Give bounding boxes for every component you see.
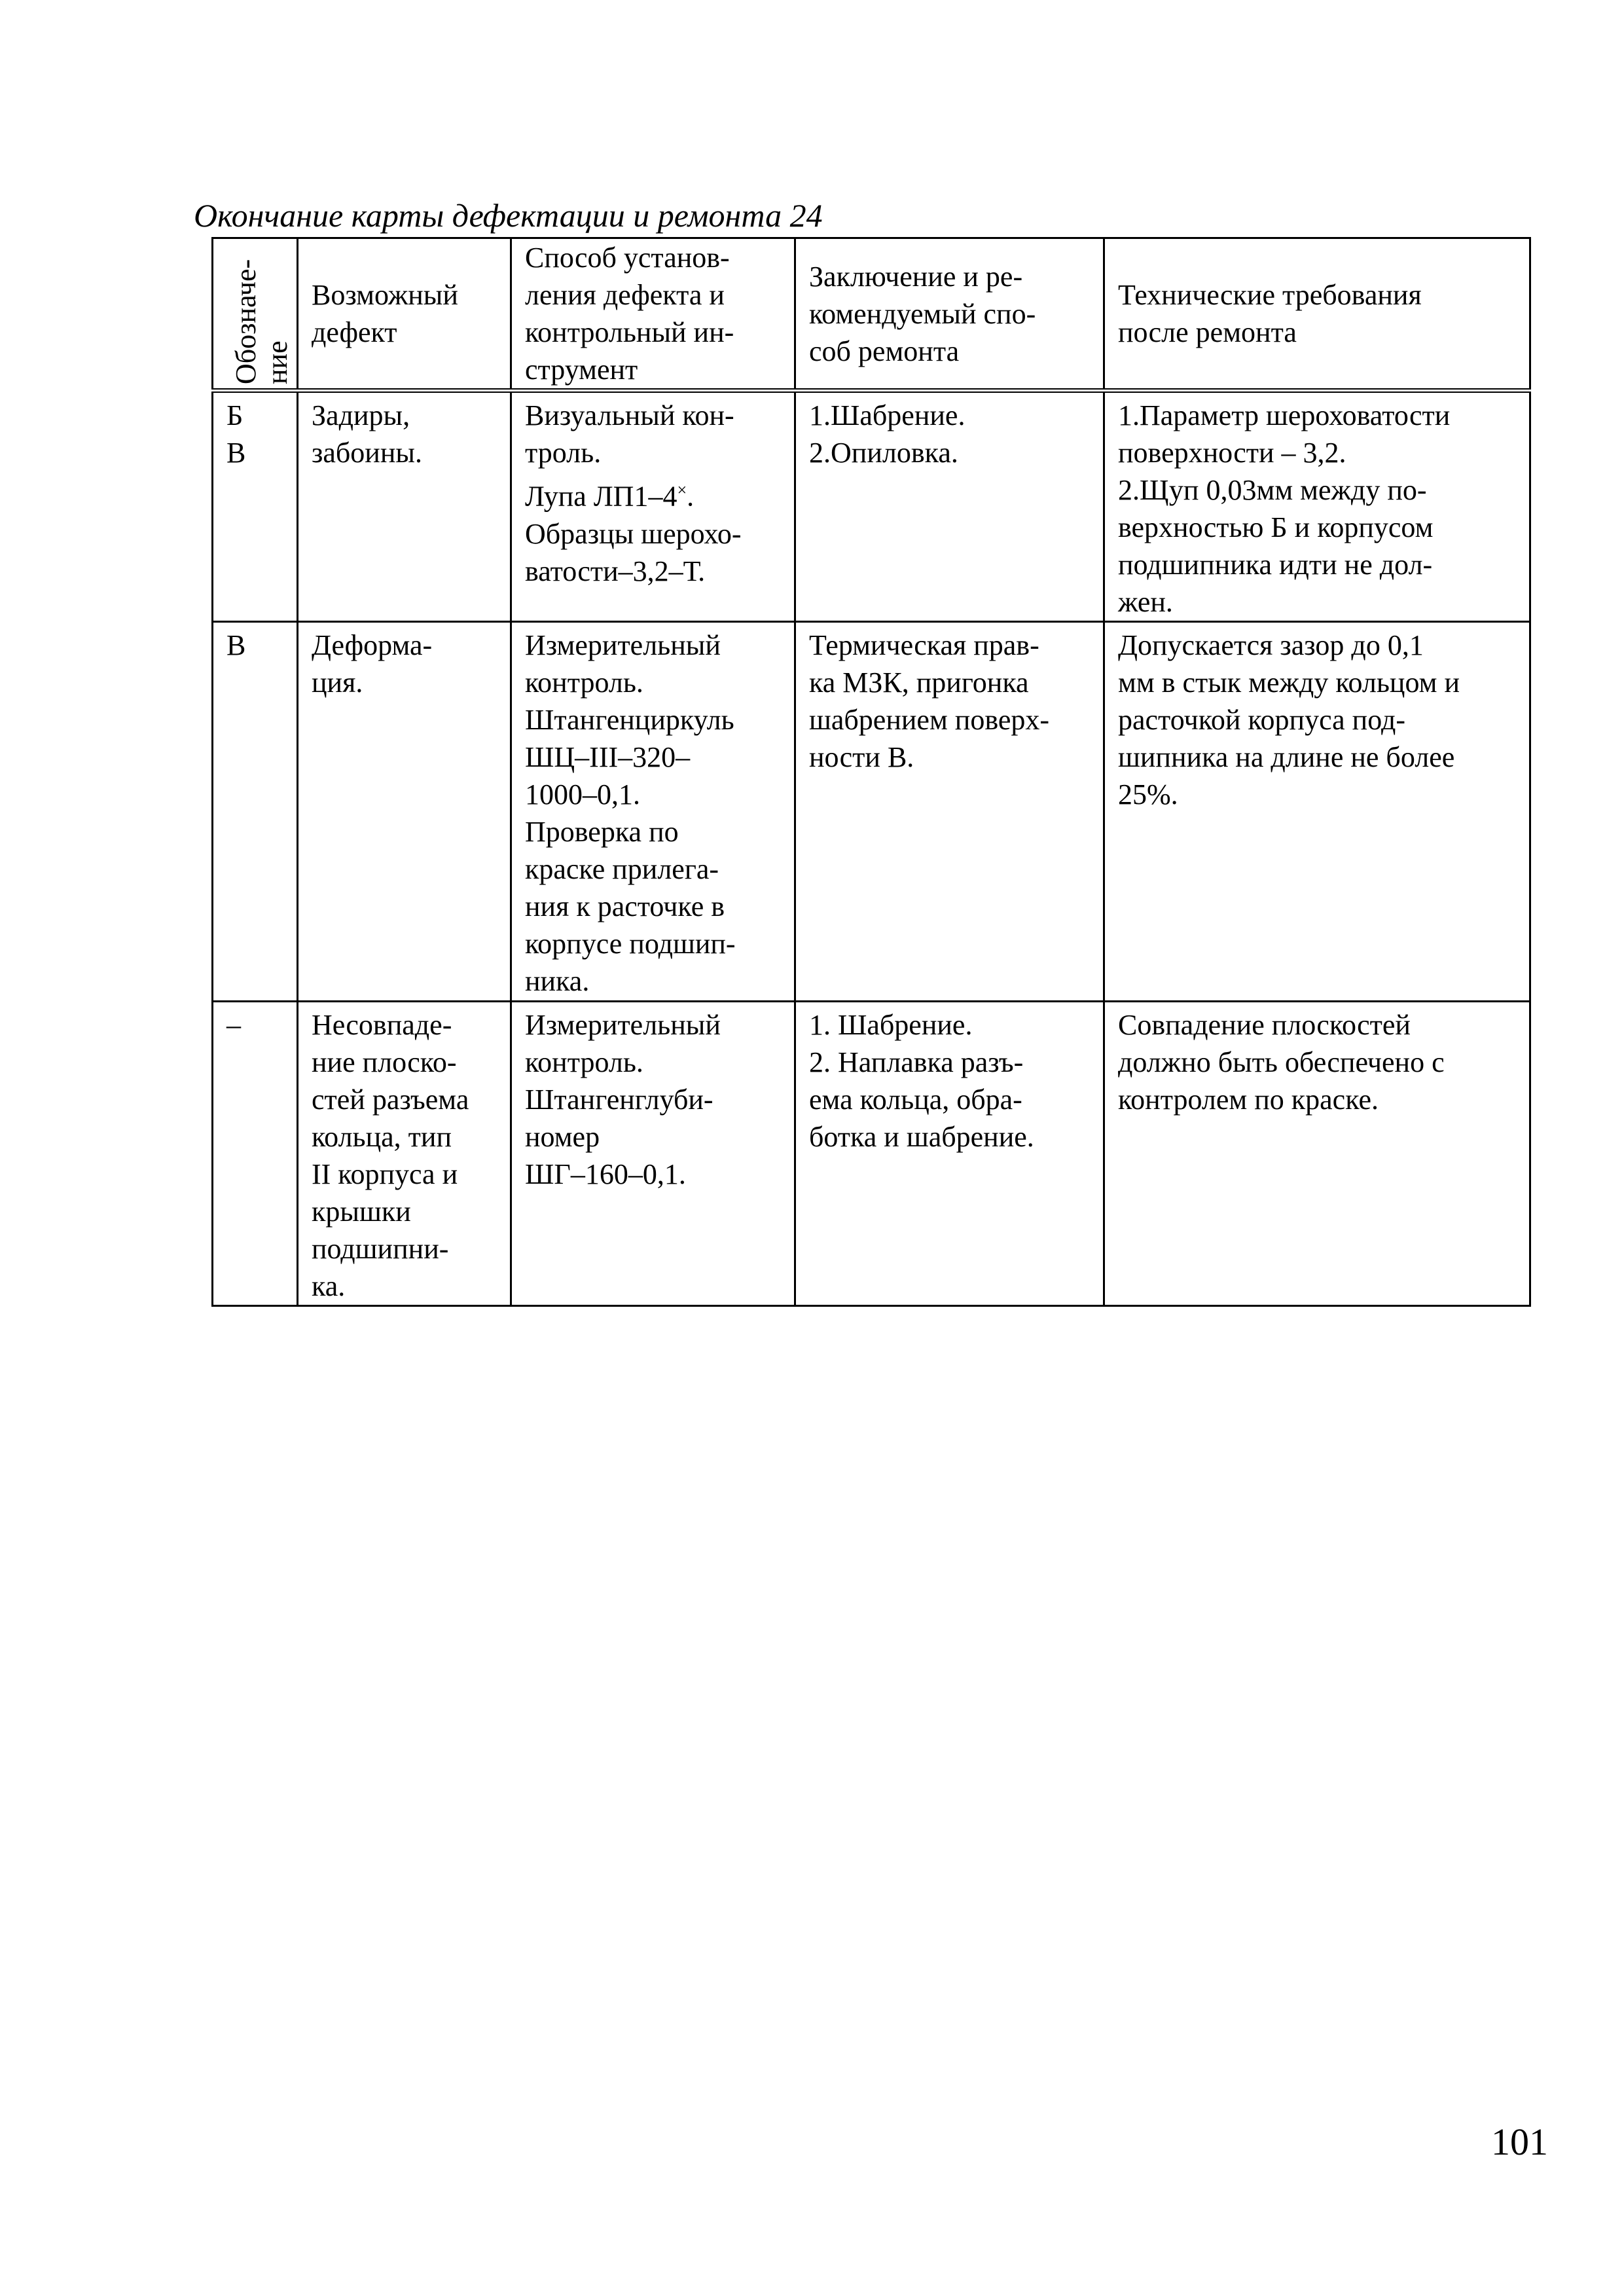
cell-conclusion: Термическая прав- ка МЗК, пригонка шабрением поверх- ности В. (795, 622, 1104, 1002)
defect-repair-table (211, 237, 1531, 1307)
cell-designation: В (213, 622, 298, 1002)
cell-requirements: Допускается зазор до 0,1 мм в стык между кольцом и расточкой корпуса под- шипника на длине не более 25%. (1104, 622, 1530, 1002)
header-designation (213, 238, 298, 391)
header-defect: Возможный дефект (298, 238, 511, 391)
table-caption: Окончание карты дефектации и ремонта 24 (194, 197, 823, 234)
cell-method-text: Визуальный кон- троль. Лупа ЛП1–4 (525, 399, 734, 513)
cell-designation: – (213, 1002, 298, 1306)
header-requirements: Технические требования после ремонта (1104, 238, 1530, 391)
header-conclusion: Заключение и ре- комендуемый спо- соб ремонта (795, 238, 1104, 391)
cell-designation: Б В (213, 391, 298, 622)
cell-method-sup: × (677, 481, 687, 500)
cell-conclusion: 1. Шабрение. 2. Наплавка разъ- ема кольца, обра- ботка и шабрение. (795, 1002, 1104, 1306)
cell-defect: Задиры, забоины. (298, 391, 511, 622)
cell-method: Измерительный контроль. Штангенглуби- номер ШГ–160–0,1. (511, 1002, 795, 1306)
cell-defect: Деформа- ция. (298, 622, 511, 1002)
cell-requirements: Совпадение плоскостей должно быть обеспечено с контролем по краске. (1104, 1002, 1530, 1306)
cell-requirements: 1.Параметр шероховатости поверхности – 3,2. 2.Щуп 0,03мм между по- верхностью Б и корпусом подшипника идти не дол- жен. (1104, 391, 1530, 622)
header-designation-label: Обозначе- ние (230, 259, 293, 384)
table-header-row (213, 238, 1530, 391)
page-number: 101 (1491, 2121, 1548, 2163)
cell-conclusion: 1.Шабрение. 2.Опиловка. (795, 391, 1104, 622)
cell-method (511, 391, 795, 622)
cell-method-tail: . Образцы шерохо- ватости–3,2–Т. (525, 480, 742, 587)
cell-method: Измерительный контроль. Штангенциркуль ШЦ–III–320– 1000–0,1. Проверка по краске прилега- ния к расточке в корпусе подшип- ника. (511, 622, 795, 1002)
header-method: Способ установ- ления дефекта и контрольный ин- струмент (511, 238, 795, 391)
cell-defect: Несовпаде- ние плоско- стей разъема кольца, тип II корпуса и крышки подшипни- ка. (298, 1002, 511, 1306)
table-row (213, 622, 1530, 1002)
table-row (213, 391, 1530, 622)
table-row (213, 1002, 1530, 1306)
